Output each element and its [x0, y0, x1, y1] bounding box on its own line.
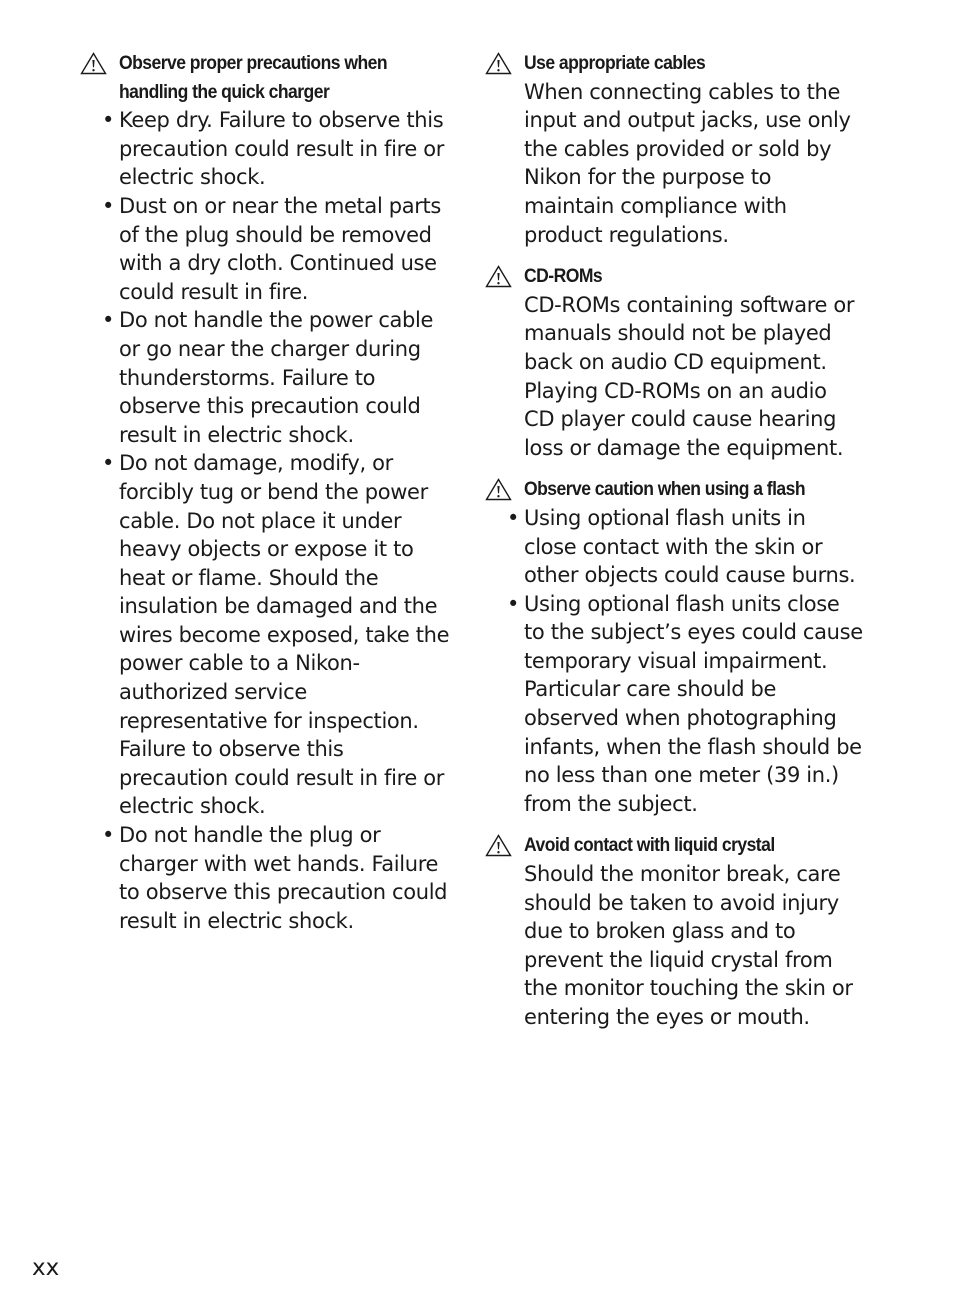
text-line: heavy objects or expose it to: [119, 537, 414, 562]
text-line: result in electric shock.: [119, 422, 354, 447]
text-line: CD-ROMs containing software or: [524, 292, 855, 317]
text-line: of the plug should be removed: [119, 222, 432, 247]
text-line: product regulations.: [524, 222, 729, 247]
heading-line: handling the quick charger: [119, 80, 330, 103]
text-line: observe this precaution could: [119, 394, 421, 419]
text-line: electric shock.: [119, 794, 266, 819]
text-line: manuals should not be played: [524, 321, 832, 346]
text-line: Nikon for the purpose to: [524, 165, 772, 190]
text-line: could result in fire.: [119, 279, 309, 304]
text-line: from the subject.: [524, 791, 698, 816]
text-line: thunderstorms. Failure to: [119, 365, 376, 390]
text-line: to the subject’s eyes could cause: [524, 620, 863, 645]
text-line: infants, when the flash should be: [524, 734, 862, 759]
text-line: Should the monitor break, care: [524, 862, 841, 887]
text-line: should be taken to avoid injury: [524, 890, 839, 915]
section-heading: [119, 49, 421, 106]
text-line: power cable to a Nikon-: [119, 651, 360, 676]
text-line: Do not handle the power cable: [119, 308, 434, 333]
text-line: loss or damage the equipment.: [524, 435, 844, 460]
text-line: other objects could cause burns.: [524, 563, 856, 588]
text-line: no less than one meter (39 in.): [524, 763, 839, 788]
text-line: wires become exposed, take the: [119, 622, 450, 647]
text-line: temporary visual impairment.: [524, 648, 828, 673]
text-line: maintain compliance with: [524, 193, 787, 218]
text-line: input and output jacks, use only: [524, 108, 851, 133]
heading-line: Observe proper precautions when: [119, 52, 388, 74]
precaution-section: [485, 49, 865, 249]
text-line: heat or flame. Should the: [119, 565, 379, 590]
text-line: the monitor touching the skin or: [524, 976, 853, 1001]
precaution-section: [485, 831, 865, 1031]
bullet-list: [119, 106, 455, 935]
text-line: prevent the liquid crystal from: [524, 947, 833, 972]
warning-triangle-icon: [485, 834, 512, 857]
precaution-section: [485, 475, 865, 818]
bullet-item: [119, 449, 455, 821]
heading-line: Observe caution when using a flash: [524, 478, 806, 501]
bullet-item: [119, 106, 455, 192]
text-line: precaution could result in fire or: [119, 136, 445, 161]
bullet-item: [119, 306, 455, 449]
text-line: observed when photographing: [524, 706, 837, 731]
text-line: Playing CD-ROMs on an audio: [524, 378, 827, 403]
text-line: forcibly tug or bend the power: [119, 479, 428, 504]
bullet-item: [119, 192, 455, 306]
heading-line: Avoid contact with liquid crystal: [524, 834, 775, 857]
text-line: Do not handle the plug or: [119, 823, 381, 848]
text-line: charger with wet hands. Failure: [119, 851, 439, 876]
precaution-section: [485, 262, 865, 462]
text-line: Keep dry. Failure to observe this: [119, 108, 444, 133]
text-line: CD player could cause hearing: [524, 407, 837, 432]
page-number: xx: [32, 1255, 60, 1281]
text-line: Failure to observe this: [119, 737, 344, 762]
right-column: [485, 49, 865, 1032]
section-body: [524, 860, 865, 1032]
text-line: close contact with the skin or: [524, 534, 823, 559]
section-body: [524, 291, 865, 463]
text-line: the cables provided or sold by: [524, 136, 832, 161]
section-body: [524, 78, 865, 250]
text-line: result in electric shock.: [119, 908, 354, 933]
text-line: Do not damage, modify, or: [119, 451, 393, 476]
text-line: representative for inspection.: [119, 708, 419, 733]
section-heading: [524, 49, 831, 78]
bullet-list: [524, 504, 865, 819]
left-column: [80, 49, 455, 935]
warning-triangle-icon: [485, 478, 512, 501]
text-line: insulation be damaged and the: [119, 594, 438, 619]
text-line: Particular care should be: [524, 677, 777, 702]
bullet-item: [119, 821, 455, 935]
text-line: electric shock.: [119, 165, 266, 190]
warning-triangle-icon: [485, 52, 512, 75]
text-line: to observe this precaution could: [119, 880, 448, 905]
text-line: Dust on or near the metal parts: [119, 193, 442, 218]
heading-line: Use appropriate cables: [524, 52, 706, 74]
heading-line: CD-ROMs: [524, 265, 603, 288]
warning-triangle-icon: [485, 265, 512, 288]
text-line: precaution could result in fire or: [119, 765, 445, 790]
text-line: Using optional flash units close: [524, 591, 840, 616]
section-heading: [524, 475, 831, 504]
bullet-item: [524, 504, 865, 590]
bullet-item: [524, 590, 865, 819]
section-heading: [524, 262, 831, 291]
text-line: authorized service: [119, 680, 307, 705]
section-heading: [524, 831, 831, 860]
text-line: cable. Do not place it under: [119, 508, 402, 533]
text-line: with a dry cloth. Continued use: [119, 251, 437, 276]
text-line: or go near the charger during: [119, 336, 421, 361]
text-line: When connecting cables to the: [524, 79, 841, 104]
warning-triangle-icon: [80, 52, 107, 75]
text-line: Using optional flash units in: [524, 505, 806, 530]
precaution-section: [80, 49, 455, 935]
text-line: entering the eyes or mouth.: [524, 1005, 810, 1029]
text-line: due to broken glass and to: [524, 919, 796, 944]
text-line: back on audio CD equipment.: [524, 349, 827, 374]
